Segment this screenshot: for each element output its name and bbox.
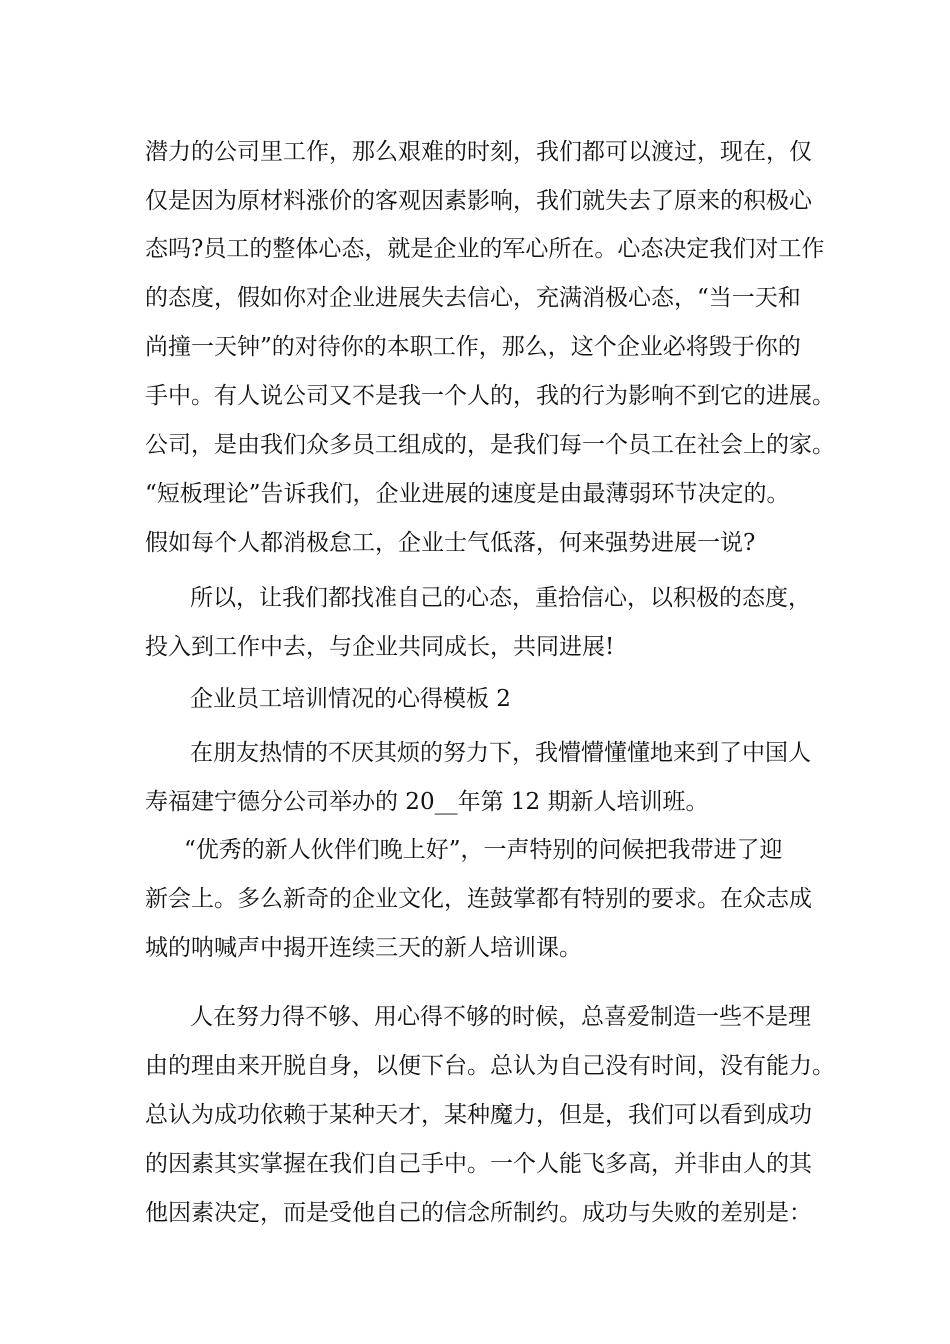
section-heading: 企业员工培训情况的心得模板 2 [190,686,511,712]
text-line-11: 投入到工作中去，与企业共同成长，共同进展! [145,634,615,660]
text-line-10: 所以，让我们都找准自己的心态，重拾信心，以积极的态度， [190,585,811,611]
text-line-5: 尚撞一天钟”的对待你的本职工作，那么，这个企业必将毁于你的 [145,334,801,360]
text-line-7: 公司，是由我们众多员工组成的，是我们每一个员工在社会上的家。 [145,432,835,458]
text-line-17: 城的呐喊声中揭开连续三天的新人培训课。 [145,935,582,961]
text-line-3: 态吗?员工的整体心态，就是企业的军心所在。心态决定我们对工作 [145,236,825,262]
text-line-18: 人在努力得不够、用心得不够的时候，总喜爱制造一些不是理 [190,1004,811,1030]
text-line-13: 在朋友热情的不厌其烦的努力下，我懵懵懂懂地来到了中国人 [190,740,811,766]
text-line-1: 潜力的公司里工作，那么艰难的时刻，我们都可以渡过，现在，仅 [145,139,812,165]
text-line-19: 由的理由来开脱自身，以便下台。总认为自己没有时间，没有能力。 [145,1053,835,1079]
text-line-21: 的因素其实掌握在我们自己手中。一个人能飞多高，并非由人的其 [145,1151,812,1177]
text-line-15: “优秀的新人伙伴们晚上好”，一声特别的问候把我带进了迎 [184,837,783,863]
text-line-22: 他因素决定，而是受他自己的信念所制约。成功与失败的差别是： [145,1200,812,1226]
text-line-16: 新会上。多么新奇的企业文化，连鼓掌都有特别的要求。在众志成 [145,886,812,912]
text-line-8: “短板理论”告诉我们，企业进展的速度是由最薄弱环节决定的。 [145,481,790,507]
text-line-9: 假如每个人都消极怠工，企业士气低落，何来强势进展一说? [145,530,756,556]
text-line-6: 手中。有人说公司又不是我一个人的，我的行为影响不到它的进展。 [145,383,835,409]
text-line-20: 总认为成功依赖于某种天才，某种魔力，但是，我们可以看到成功 [145,1102,812,1128]
text-line-14: 寿福建宁德分公司举办的 20__年第 12 期新人培训班。 [145,789,709,815]
text-line-4: 的态度，假如你对企业进展失去信心，充满消极心态，“当一天和 [145,285,801,311]
text-line-2: 仅是因为原材料涨价的客观因素影响，我们就失去了原来的积极心 [145,188,812,214]
